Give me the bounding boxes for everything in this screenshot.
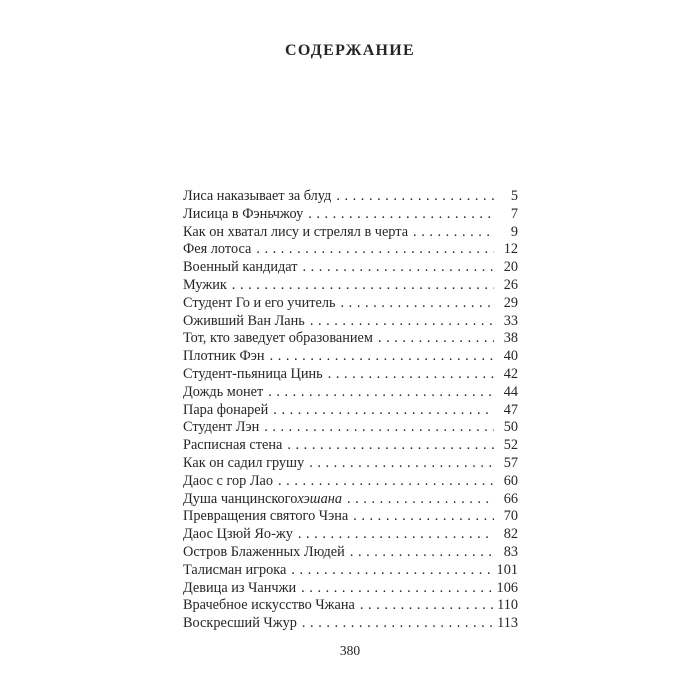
- toc-dots: [408, 224, 494, 242]
- toc-entry-title: Мужик: [183, 276, 227, 293]
- toc-row: [183, 508, 518, 526]
- toc-dots: [373, 330, 494, 348]
- toc-entry-title: Тот, кто заведует образованием: [183, 330, 373, 347]
- toc-entry-title: Расписная стена: [183, 437, 283, 454]
- toc-entry-title: Как он садил грушу: [183, 454, 305, 471]
- toc-page-number: 44: [503, 383, 518, 400]
- toc-entry-title: Даос с гор Лао: [183, 472, 274, 489]
- toc-page-number: 7: [510, 205, 518, 222]
- toc-page-number: 40: [503, 348, 518, 365]
- toc-row: [183, 313, 518, 331]
- toc-row: [183, 597, 518, 615]
- toc-row: [183, 366, 518, 384]
- toc-row: [183, 277, 518, 295]
- toc-dots: [331, 188, 494, 206]
- toc-row: [183, 295, 518, 313]
- toc-row: [183, 206, 518, 224]
- toc-row: [183, 259, 518, 277]
- toc-page-number: 38: [503, 330, 518, 347]
- toc-row: [183, 491, 518, 509]
- toc-page-number: 70: [503, 508, 518, 525]
- toc-entry-title: Студент Лэн: [183, 419, 260, 436]
- toc-entry-title: Пара фонарей: [183, 401, 269, 418]
- toc-dots: [273, 473, 494, 491]
- toc-row: [183, 241, 518, 259]
- toc-entry-title: Душа чанцинского: [183, 490, 298, 507]
- toc-dots: [296, 580, 494, 598]
- toc-page-number: 83: [503, 543, 518, 560]
- toc-dots: [282, 437, 494, 455]
- toc-row: [183, 526, 518, 544]
- toc-entry-title: Фея лотоса: [183, 241, 252, 258]
- toc-dots: [298, 259, 495, 277]
- toc-dots: [305, 313, 494, 331]
- toc-row: [183, 455, 518, 473]
- toc-dots: [268, 402, 494, 420]
- toc-page-number: 9: [510, 223, 518, 240]
- toc-entry-title: Оживший Ван Лань: [183, 312, 305, 329]
- toc-row: [183, 402, 518, 420]
- toc-row: [183, 580, 518, 598]
- toc-dots: [293, 526, 494, 544]
- toc-page-number: 26: [503, 276, 518, 293]
- toc-dots: [342, 491, 494, 509]
- toc-page-number: 113: [497, 615, 518, 632]
- toc-entry-title: Девица из Чанчжи: [183, 579, 297, 596]
- toc-page-number: 5: [510, 188, 518, 204]
- toc-page-number: 66: [503, 490, 518, 507]
- toc-row: [183, 615, 518, 633]
- toc-dots: [323, 366, 494, 384]
- toc-entry-title: Как он хватал лису и стрелял в черта: [183, 223, 409, 240]
- toc-page-number: 20: [503, 259, 518, 276]
- toc-entry-title: Военный кандидат: [183, 259, 298, 276]
- toc-page-number: 82: [503, 526, 518, 543]
- toc-page-number: 42: [503, 365, 518, 382]
- toc-dots: [303, 206, 494, 224]
- toc-row: [183, 348, 518, 366]
- toc-row: [183, 419, 518, 437]
- toc-entry-title: Студент-пьяница Цинь: [183, 365, 323, 382]
- toc-page-number: 52: [503, 437, 518, 454]
- toc-dots: [355, 597, 494, 615]
- toc-dots: [297, 615, 494, 633]
- toc-entry-title-italic: хэшана: [297, 490, 342, 507]
- footer-page-number: 380: [339, 643, 361, 658]
- toc-row: [183, 330, 518, 348]
- toc-page-number: 12: [503, 241, 518, 258]
- toc-row: [183, 562, 518, 580]
- toc-entry-title: Талисман игрока: [183, 561, 287, 578]
- toc-page-number: 110: [497, 597, 518, 614]
- toc-page-number: 29: [503, 294, 518, 311]
- toc-row: [183, 437, 518, 455]
- toc-page-number: 60: [503, 472, 518, 489]
- toc-entry-title: Врачебное искусство Чжана: [183, 597, 355, 614]
- toc-dots: [265, 348, 494, 366]
- toc-dots: [259, 419, 494, 437]
- toc-entry-title: Превращения святого Чэна: [183, 508, 349, 525]
- page-title: СОДЕРЖАНИЕ: [284, 42, 416, 59]
- toc-dots: [336, 295, 494, 313]
- toc-entry-title: Остров Блаженных Людей: [183, 543, 345, 560]
- toc-row: [183, 224, 518, 242]
- toc-row: [183, 473, 518, 491]
- toc-dots: [348, 508, 494, 526]
- toc-row: [183, 188, 518, 206]
- toc-page-number: 57: [503, 454, 518, 471]
- toc-list: [183, 188, 518, 633]
- toc-dots: [286, 562, 494, 580]
- toc-entry-title: Даос Цзюй Яо-жу: [183, 526, 293, 543]
- toc-dots: [251, 241, 494, 259]
- toc-dots: [345, 544, 494, 562]
- toc-dots: [263, 384, 494, 402]
- toc-entry-title: Студент Го и его учитель: [183, 294, 336, 311]
- toc-page-number: 50: [503, 419, 518, 436]
- toc-dots: [227, 277, 494, 295]
- toc-page-number: 106: [496, 579, 518, 596]
- toc-row: [183, 544, 518, 562]
- toc-page-number: 33: [503, 312, 518, 329]
- toc-page-number: 47: [503, 401, 518, 418]
- toc-dots: [304, 455, 494, 473]
- toc-entry-title: Воскресший Чжур: [183, 615, 297, 632]
- toc-entry-title: Дождь монет: [183, 383, 264, 400]
- toc-entry-title: Лиса наказывает за блуд: [183, 188, 332, 204]
- toc-entry-title: Лисица в Фэньчжоу: [183, 205, 304, 222]
- toc-row: [183, 384, 518, 402]
- toc-entry-title: Плотник Фэн: [183, 348, 265, 365]
- toc-page-number: 101: [496, 561, 518, 578]
